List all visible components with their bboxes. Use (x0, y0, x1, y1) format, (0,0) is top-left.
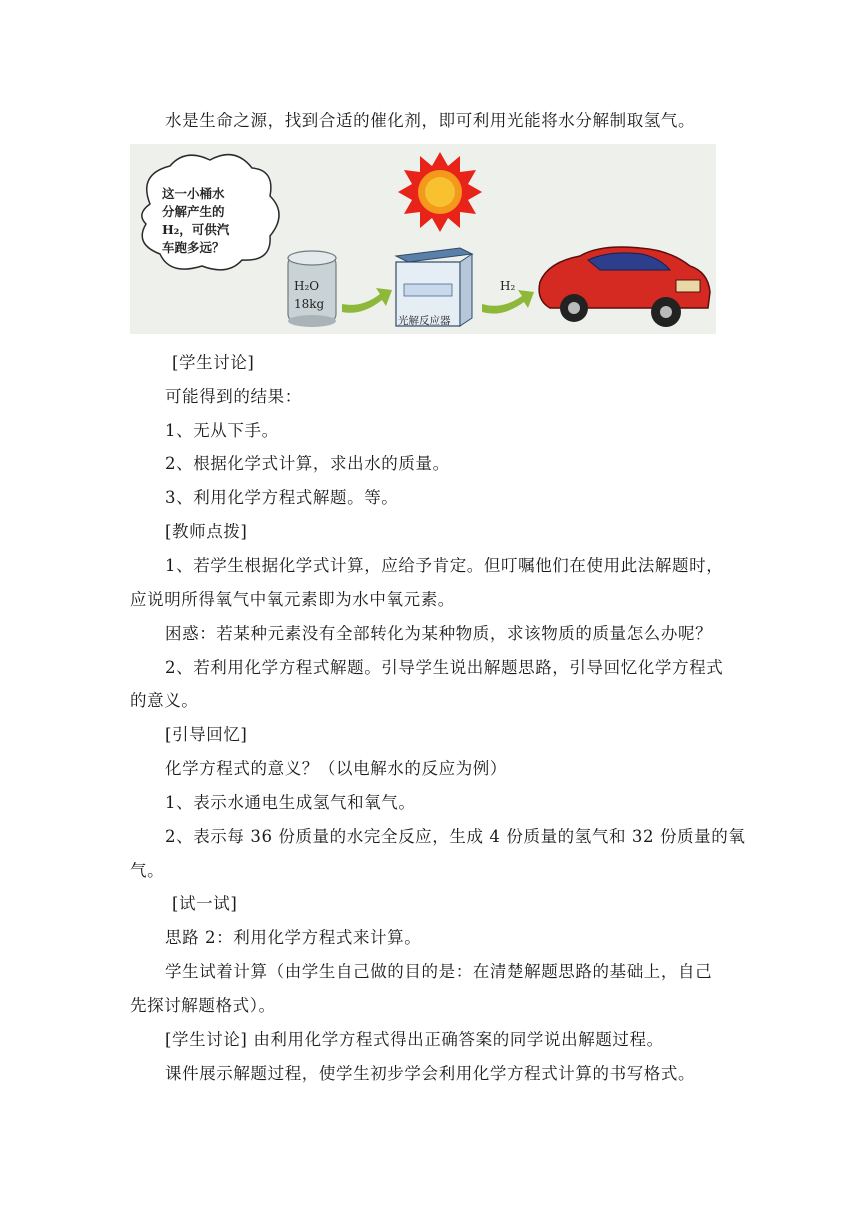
hydrogen-label: H₂ (500, 279, 516, 293)
paragraph: 困惑：若某种元素没有全部转化为某种物质，求该物质的质量怎么办呢？ (165, 624, 713, 643)
list-item: 1、表示水通电生成氢气和氧气。 (165, 793, 416, 812)
photolysis-reactor-icon (396, 248, 472, 327)
list-item: 3、利用化学方程式解题。等。 (165, 488, 399, 507)
paragraph-continuation: 气。 (130, 861, 165, 880)
paragraph: 课件展示解题过程，使学生初步学会利用化学方程式计算的书写格式。 (165, 1064, 696, 1083)
heading-teacher-guidance: [教师点拨] (165, 522, 248, 541)
thought-bubble (142, 155, 279, 270)
bubble-line-3: H₂，可供汽 (162, 222, 230, 237)
bubble-line-4: 车跑多远？ (162, 240, 225, 255)
intro-paragraph: 水是生命之源，找到合适的催化剂，即可利用光能将水分解制取氢气。 (165, 111, 696, 130)
paragraph: 学生试着计算（由学生自己做的目的是：在清楚解题思路的基础上，自己 (165, 962, 713, 981)
paragraph: 可能得到的结果： (165, 387, 302, 406)
arrow-right-icon (342, 288, 392, 313)
arrow-right-icon (482, 290, 534, 314)
paragraph-continuation: 先探讨解题格式）。 (130, 996, 276, 1015)
list-item: 1、无从下手。 (165, 421, 279, 440)
illustration-figure (130, 144, 716, 334)
paragraph: [学生讨论] 由利用化学方程式得出正确答案的同学说出解题过程。 (165, 1030, 664, 1049)
paragraph: 2、若利用化学方程式解题。引导学生说出解题思路，引导回忆化学方程式 (165, 658, 724, 677)
water-splitting-illustration (130, 144, 716, 334)
heading-try-it: [试一试] (172, 894, 238, 913)
car-icon (539, 247, 710, 327)
water-barrel-icon (288, 251, 336, 327)
heading-student-discussion: [学生讨论] (172, 353, 255, 372)
list-item: 2、根据化学式计算，求出水的质量。 (165, 454, 450, 473)
paragraph: 化学方程式的意义？（以电解水的反应为例） (165, 759, 507, 778)
bubble-line-1: 这一小桶水 (162, 186, 225, 201)
bubble-line-2: 分解产生的 (162, 204, 225, 219)
paragraph-continuation: 的意义。 (130, 691, 199, 710)
list-item: 2、表示每 36 份质量的水完全反应，生成 4 份质量的氢气和 32 份质量的氧 (165, 827, 746, 846)
paragraph-continuation: 应说明所得氧气中氧元素即为水中氧元素。 (130, 590, 455, 609)
barrel-label-formula: H₂O (294, 279, 320, 293)
reactor-label: 光解反应器 (398, 315, 451, 327)
paragraph: 思路 2：利用化学方程式来计算。 (165, 928, 422, 947)
sun-icon (398, 152, 482, 232)
paragraph: 1、若学生根据化学式计算，应给予肯定。但叮嘱他们在使用此法解题时， (165, 556, 724, 575)
barrel-label-mass: 18kg (294, 297, 325, 311)
heading-guided-recall: [引导回忆] (165, 725, 248, 744)
